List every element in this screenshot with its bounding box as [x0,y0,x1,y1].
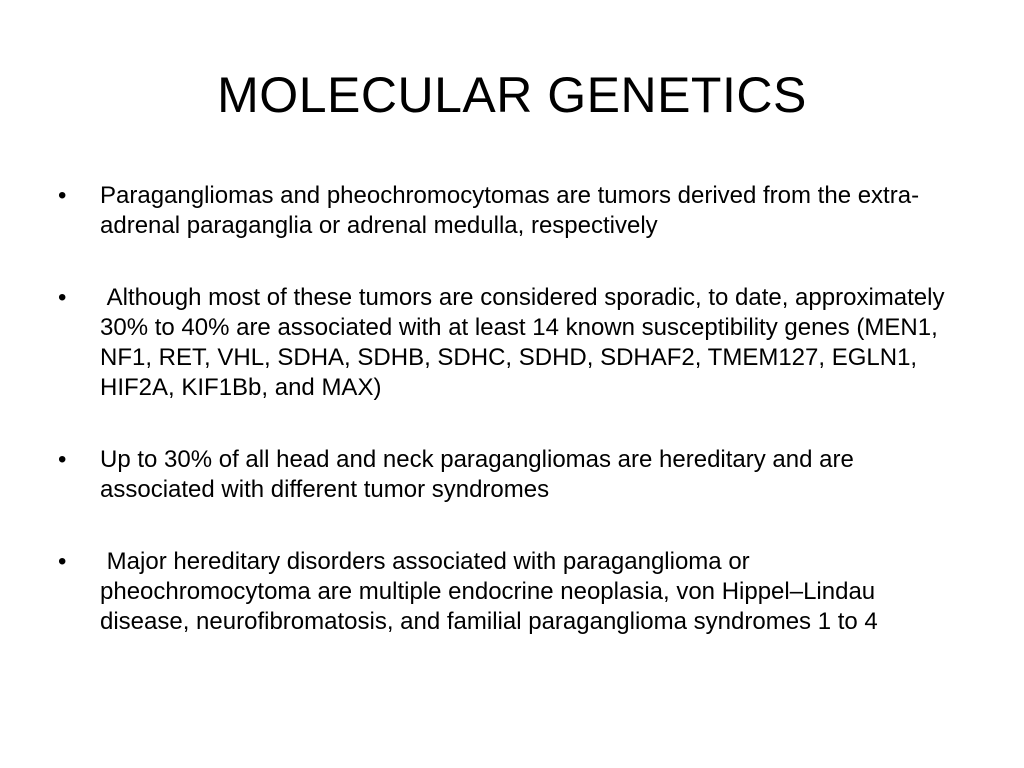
bullet-item [58,181,958,241]
bullet-icon: • [58,284,67,311]
bullet-icon: • [58,548,67,575]
bullet-item [58,283,958,403]
bullet-text: Up to 30% of all head and neck paragangliomas are hereditary and are associated with different tumor syndromes [100,446,861,503]
bullet-list [58,181,958,679]
bullet-text: Major hereditary disorders associated with paraganglioma or pheochromocytoma are multiple endocrine neoplasia, von Hippel–Lindau disease, neurofibromatosis, and familial paraganglioma syndromes 1 to 4 [100,548,882,635]
bullet-item [58,445,958,505]
bullet-item [58,547,958,637]
bullet-text: Although most of these tumors are considered sporadic, to date, approximately 30% to 40% are associated with at least 14 known susceptibility genes (MEN1, NF1, RET, VHL, SDHA, SDHB, SDHC, SDHD, SDHAF2, TMEM127, EGLN1, HIF2A, KIF1Bb, and MAX) [100,284,952,401]
slide-title: MOLECULAR GENETICS [217,67,807,123]
bullet-text: Paragangliomas and pheochromocytomas are tumors derived from the extra-adrenal paraganglia or adrenal medulla, respectively [100,182,920,239]
bullet-icon: • [58,182,67,209]
bullet-icon: • [58,446,67,473]
